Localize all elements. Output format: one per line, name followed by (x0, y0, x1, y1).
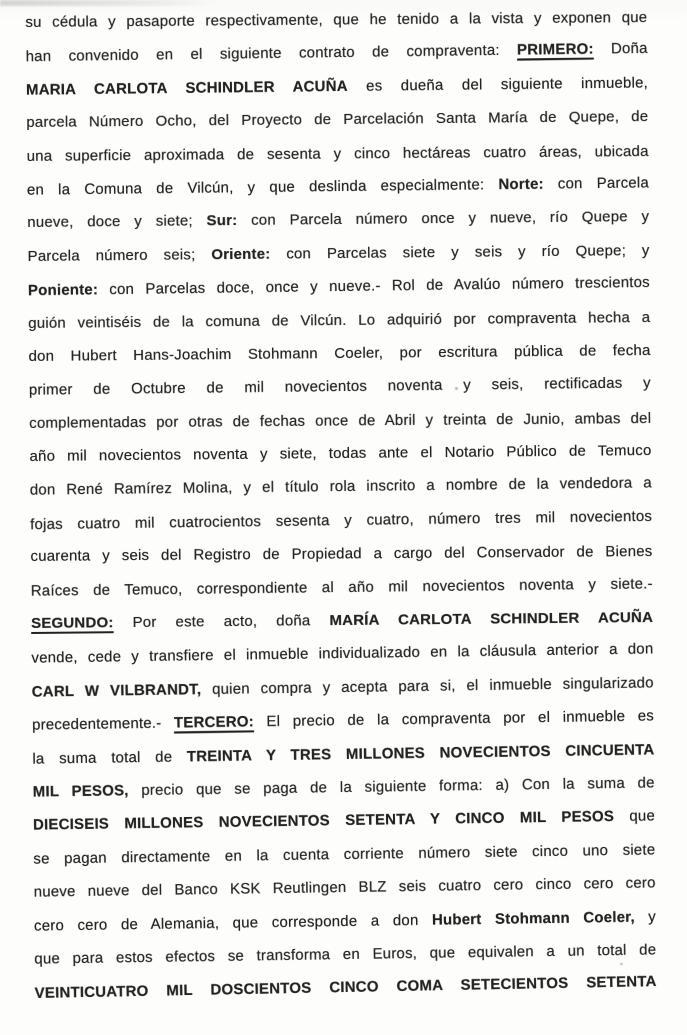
text-line (27, 200, 649, 239)
body-text: en la Comuna de Vilcún, y que deslinda especialmente: (26, 176, 499, 199)
emphasis-text: Hubert Stohmann Coeler, (431, 908, 635, 929)
body-text: cero cero de Alemania, que corresponde a don (33, 911, 433, 935)
body-text: Doña (593, 40, 648, 58)
body-text: precio que se paga de la siguiente forma: a) Con la suma de (128, 774, 655, 800)
body-text: fojas cuatro mil cuatrocientos sesenta y cuatro, número tres mil novecientos (30, 507, 653, 534)
text-line (31, 567, 653, 608)
body-text: guión veintiséis de la comuna de Vilcún. Lo adquirió por compraventa hecha a (28, 308, 651, 332)
body-text: han convenido en el siguiente contrato de compraventa: (25, 42, 518, 66)
clause-heading: TERCERO: (173, 713, 255, 732)
emphasis-text: MIL PESOS, (32, 782, 129, 801)
body-text: vende, cede y transfiere el inmueble individualizado en la cláusula anterior a don (31, 640, 654, 668)
text-line (26, 66, 648, 107)
body-text: don René Ramírez Molina, y el título rola inscrito a nombre de la vendedora a (29, 474, 652, 500)
emphasis-text: TREINTA Y TRES MILLONES NOVECIENTOS CINCUENTA (186, 740, 655, 765)
body-text: es dueña del siguiente inmueble, (347, 74, 649, 95)
body-text: que para estos efectos se transforma en Euros, que equivalen a un total de (34, 941, 657, 968)
body-text: primer de Octubre de mil novecientos noventa y seis, rectificadas y (28, 374, 651, 399)
clause-heading: PRIMERO: (516, 40, 594, 60)
body-text: don Hubert Hans-Joachim Stohmann Coeler, por escritura pública de fecha (28, 341, 651, 365)
emphasis-text: VEINTICUATRO MIL DOSCIENTOS CINCO COMA SETECIENTOS SETENTA (34, 973, 657, 1003)
emphasis-text: Poniente: (27, 281, 99, 300)
emphasis-text: Norte: (498, 175, 544, 194)
emphasis-text: MARIA CARLOTA SCHINDLER ACUÑA (25, 77, 348, 99)
body-text: quien compra y acepta para si, el inmueble singularizado (201, 674, 654, 698)
text-line (29, 367, 651, 408)
body-text: nueve, doce y siete; (27, 212, 207, 232)
body-text: la suma total de (32, 747, 187, 768)
body-text: que (613, 807, 656, 826)
body-text: se pagan directamente en la cuenta corriente número siete cinco uno siete (33, 841, 656, 868)
body-text: Por este acto, doña (113, 612, 330, 632)
body-text: parcela Número Ocho, del Proyecto de Parcelación Santa María de Quepe, de (26, 108, 649, 132)
body-text: su cédula y pasaporte respectivamente, que he tenido a la vista y exponen que (25, 8, 648, 31)
body-text: con Parcelas siete y seis y río Quepe; y (270, 241, 650, 263)
text-line (26, 100, 648, 139)
body-text: complementadas por otras de fechas once de Abril y treinta de Junio, ambas del (29, 409, 652, 432)
emphasis-text: MARÍA CARLOTA SCHINDLER ACUÑA (329, 609, 654, 630)
emphasis-text: CARL W VILBRANDT, (31, 680, 202, 701)
body-text: Raíces de Temuco, correspondiente al año mil novecientos noventa y siete.- (30, 575, 653, 600)
body-text: cuarenta y seis del Registro de Propiedad a cargo del Conservador de Bienes (30, 543, 653, 566)
emphasis-text: Sur: (206, 212, 238, 230)
emphasis-text: Oriente: (211, 245, 271, 263)
body-text: una superficie aproximada de sesenta y cinco hectáreas cuatro áreas, ubicada (26, 142, 649, 165)
body-text: Parcela número seis; (27, 245, 212, 265)
clause-heading: SEGUNDO: (31, 614, 114, 633)
emphasis-text: DIECISEIS MILLONES NOVECIENTOS SETENTA Y CINCO MIL PESOS (32, 808, 615, 834)
document-text (25, 0, 657, 1008)
body-text: precedentemente.- (31, 714, 175, 734)
body-text: con Parcela número once y nueve, río Quepe y (237, 208, 650, 230)
body-text: con Parcelas doce, once y nueve.- Rol de Avalúo número trescientos (97, 273, 650, 299)
body-text: El precio de la compraventa por el inmueble es (253, 707, 655, 731)
body-text: y (634, 907, 657, 926)
text-line (29, 402, 651, 440)
body-text: nueve nueve del Banco KSK Reutlingen BLZ seis cuatro cero cinco cero cero (33, 874, 656, 901)
body-text: año mil novecientos noventa y siete, todas ante el Notario Público de Temuco (29, 442, 652, 466)
body-text: con Parcela (543, 174, 650, 193)
